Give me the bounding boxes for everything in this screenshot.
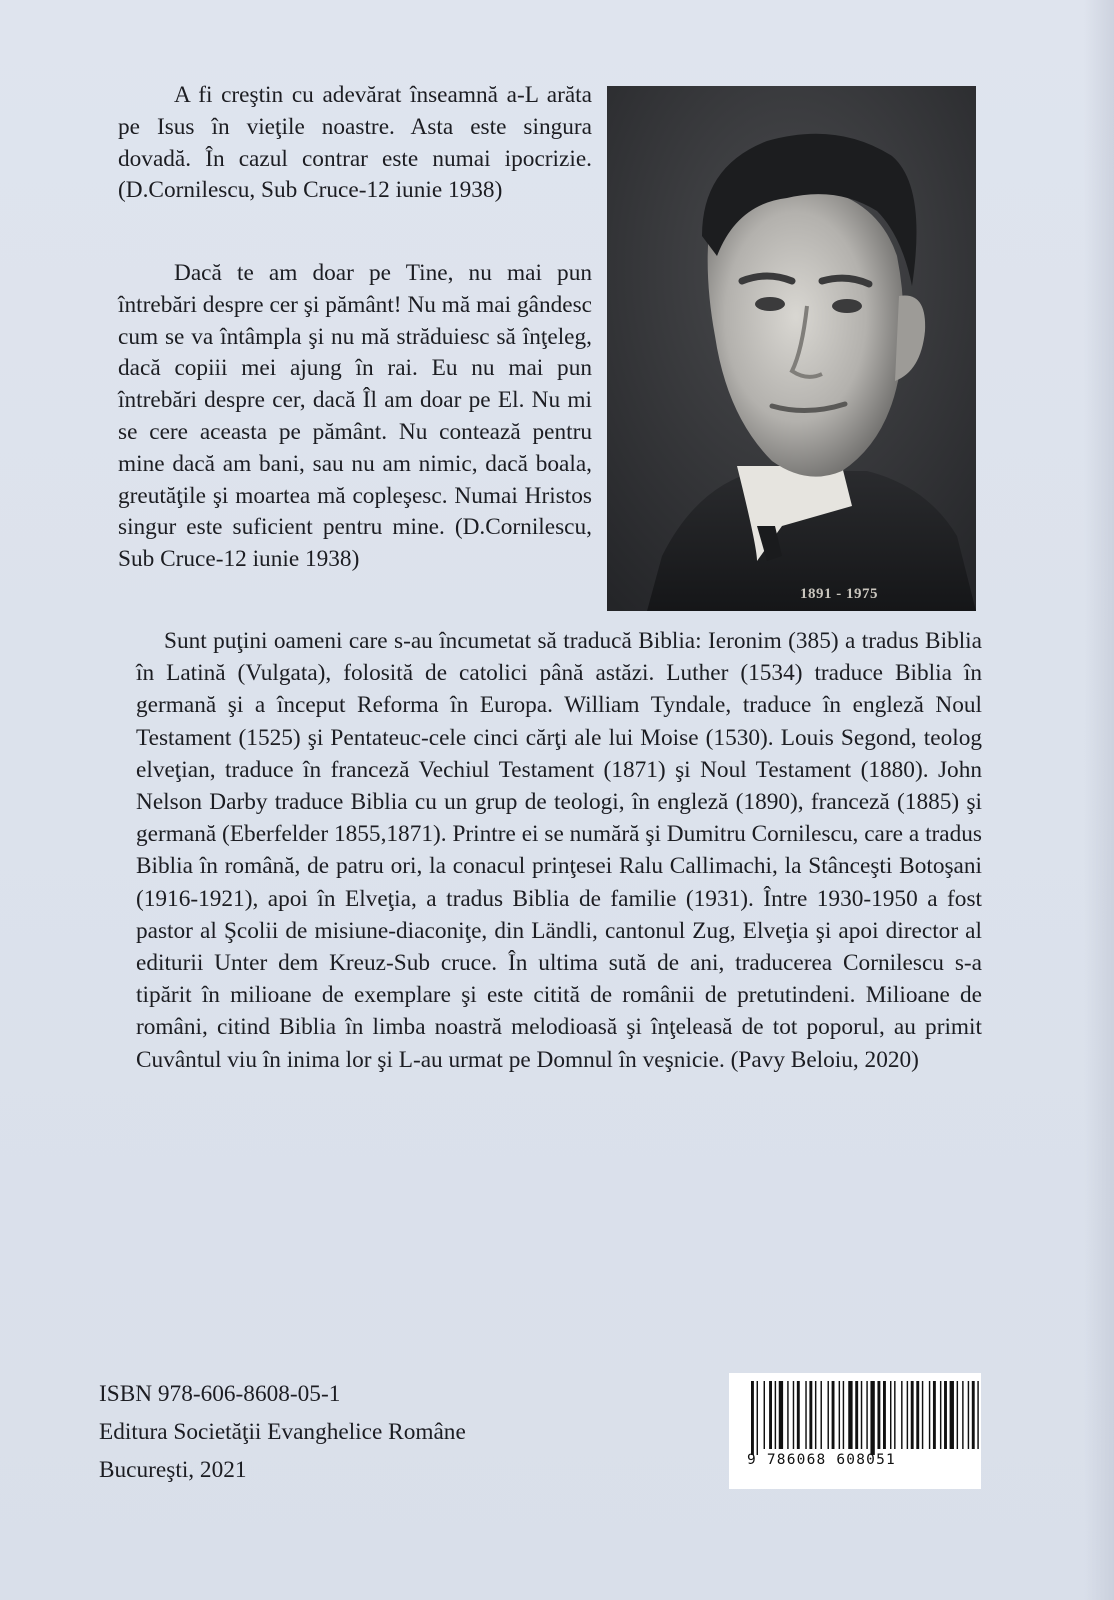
history-paragraph: Sunt puţini oameni care s-au încumetat să traducă Biblia: Ieronim (385) a tradus Biblia în Latină (Vulgata), folosită de catolici până astăzi. Luther (1534) traduce Biblia în germană şi a început Reforma în Europa. William Tyndale, traduce în engleză Noul Testament (1525) şi Pentateuc-cele cinci cărţi ale lui Moise (1530). Louis Segond, teolog elveţian, traduce în franceză Vechiul Testament (1871) şi Noul Testament (1880). John Nelson Darby traduce Biblia cu un grup de teologi, în engleză (1890), franceză (1885) şi germană (Eberfelder 1855,1871). Printre ei se numără şi Dumitru Cornilescu, care a tradus Biblia în română, de patru ori, la conacul prinţesei Ralu Callimachi, la Stânceşti Botoşani (1916-1921), apoi în Elveţia, a tradus Biblia de familie (1931). Între 1930-1950 a fost pastor al Şcolii de misiune-diaconiţe, din Ländli, cantonul Zug, Elveţia şi apoi director al editurii Unter dem Kreuz-Sub cruce. În ultima sută de ani, traducerea Cornilescu s-a tipărit în milioane de exemplare şi este citită de românii de pretutindeni. Milioane de români, citind Biblia în limba noastră melodioasă şi înţeleasă de tot poporul, au primit Cuvântul viu în inima lor şi L-au urmat pe Domnul în veşnicie. (Pavy Beloiu, 2020) (136, 628, 982, 1073)
barcode-bar (848, 1381, 852, 1449)
barcode-bar (832, 1381, 835, 1449)
barcode-bar (907, 1381, 908, 1449)
barcode-bar (779, 1381, 783, 1449)
barcode-bars (729, 1373, 981, 1489)
barcode-bar (901, 1381, 902, 1449)
barcode-bar (883, 1381, 886, 1449)
barcode-bar (929, 1381, 930, 1449)
barcode-bar (933, 1381, 936, 1449)
barcode-bar (757, 1381, 758, 1455)
barcode-bar (870, 1381, 874, 1455)
barcode-bar (944, 1381, 947, 1449)
portrait-illustration (607, 86, 976, 611)
barcode-bar (962, 1381, 963, 1449)
barcode-bar (787, 1381, 788, 1449)
portrait-years-caption: 1891 - 1975 (800, 586, 878, 602)
barcode-bar (890, 1381, 891, 1449)
barcode-bar (957, 1381, 958, 1449)
barcode-bar (839, 1381, 840, 1449)
place-year-text: Bucureşti, 2021 (99, 1457, 247, 1483)
page-edge-shadow (1084, 0, 1114, 1600)
barcode-bar (843, 1381, 844, 1449)
barcode-bar (821, 1381, 822, 1449)
barcode-bar (977, 1381, 978, 1449)
barcode-bar (751, 1381, 754, 1455)
barcode-bar (968, 1381, 969, 1449)
barcode-bar (793, 1381, 794, 1449)
quote-paragraph-2: Dacă te am doar pe Tine, nu mai pun întrebări despre cer şi pământ! Nu mă mai gândesc cum se va întâmpla şi nu mă străduiesc să înţeleg, dacă copiii mei ajung în rai. Eu nu mai pun întrebări despre cer, dacă Îl am doar pe El. Nu mi se cere aceasta pe pământ. Nu contează pentru mine dacă am bani, sau nu am nimic, dacă boala, greutăţile şi moartea mă copleşesc. Numai Hristos singur este suficient pentru mine. (D.Cornilescu, Sub Cruce-12 iunie 1938) (118, 260, 592, 573)
barcode-bar (940, 1381, 941, 1449)
barcode-bar (764, 1381, 765, 1449)
barcode-bar (797, 1381, 800, 1449)
barcode-bar (866, 1381, 867, 1449)
isbn-text: ISBN 978-606-8608-05-1 (99, 1381, 341, 1407)
barcode-bar (972, 1381, 975, 1449)
barcode-bar (775, 1381, 776, 1449)
barcode-bar (877, 1381, 880, 1449)
barcode-bar (828, 1381, 829, 1449)
barcode-bar (911, 1381, 914, 1449)
barcode-bar (950, 1381, 954, 1449)
barcode-bar (894, 1381, 895, 1449)
barcode-bar (809, 1381, 812, 1449)
barcode-bar (922, 1381, 923, 1449)
author-portrait (607, 86, 976, 611)
barcode-bar (805, 1381, 806, 1449)
quote-paragraph-1: A fi creştin cu adevărat înseamnă a-L arăta pe Isus în vieţile noastre. Asta este singura dovadă. În cazul contrar este numai ipocrizie. (D.Cornilescu, Sub Cruce-12 iunie 1938) (118, 82, 592, 204)
barcode-bar (769, 1381, 772, 1449)
publisher-text: Editura Societăţii Evanghelice Române (99, 1419, 466, 1445)
barcode-bar (815, 1381, 816, 1449)
publication-info (99, 1375, 466, 1489)
barcode (729, 1373, 981, 1489)
barcode-bar (855, 1381, 858, 1449)
barcode-digits: 9 786068 608051 (747, 1452, 896, 1468)
barcode-bar (916, 1381, 919, 1449)
barcode-bar (861, 1381, 862, 1449)
